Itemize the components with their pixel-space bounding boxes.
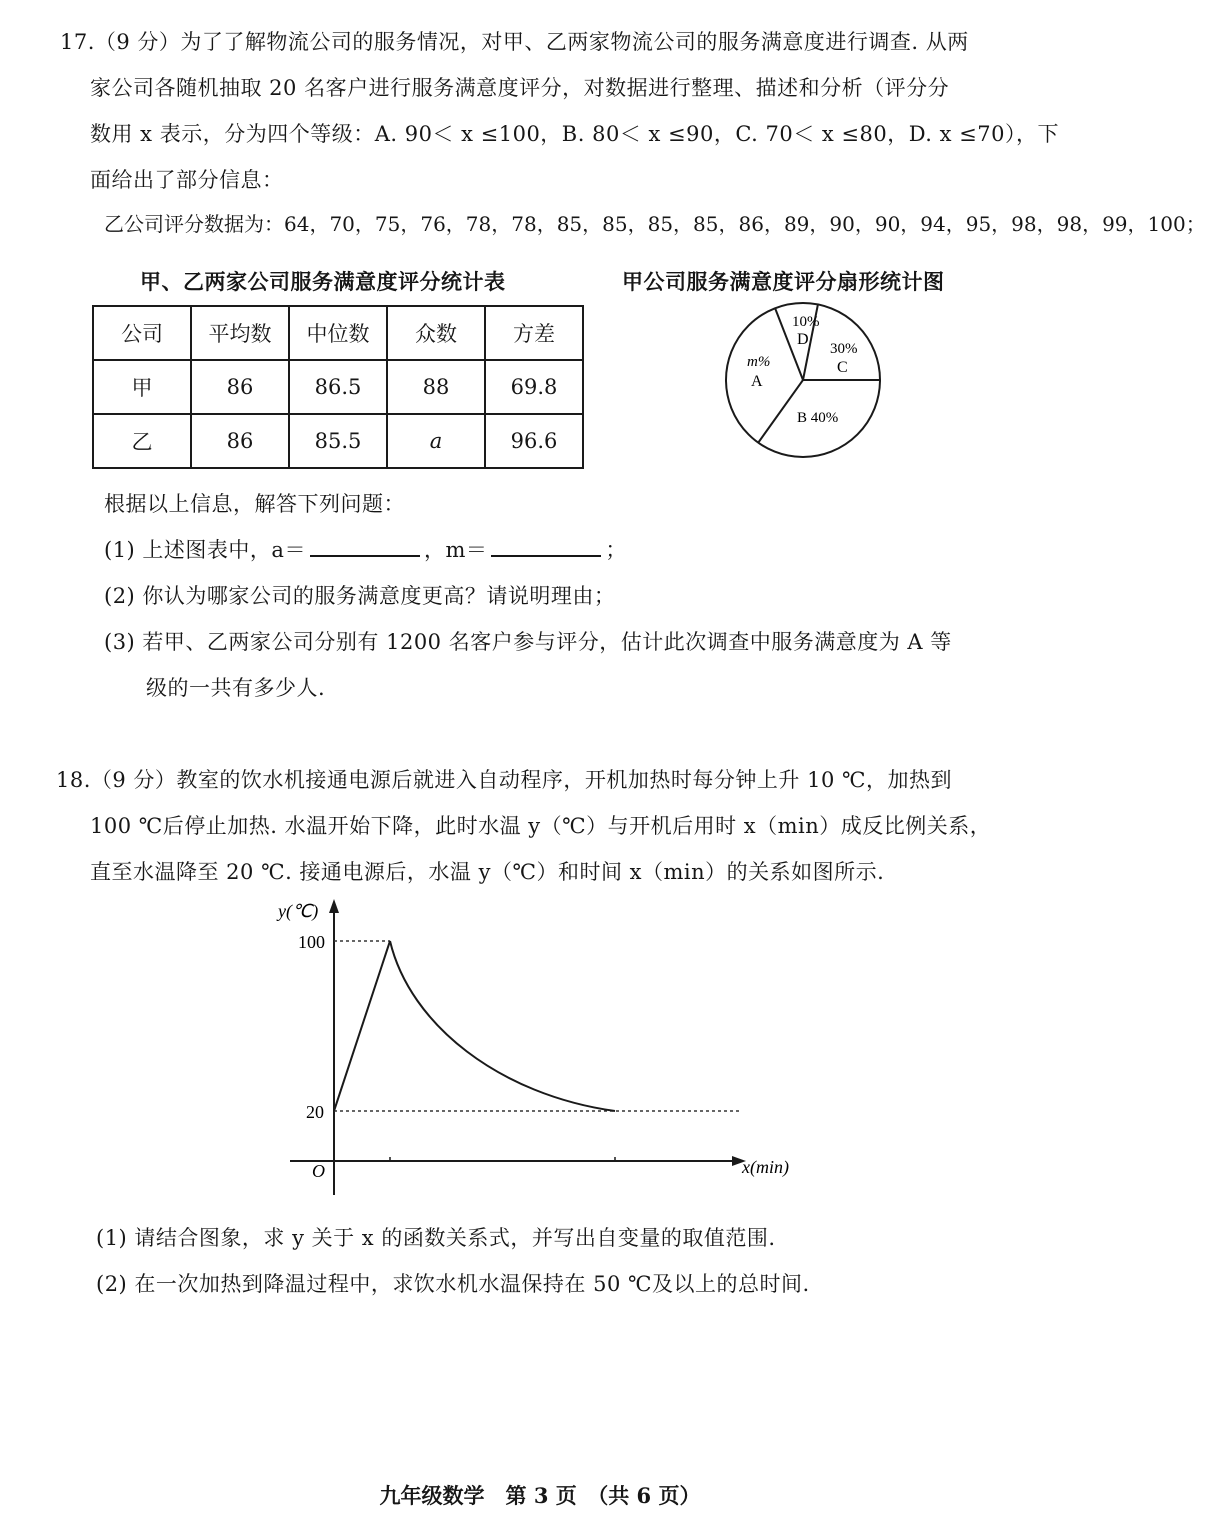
pie-b-label: B 40%: [797, 410, 839, 426]
q17-line-2: 家公司各随机抽取 20 名客户进行服务满意度评分，对数据进行整理、描述和分析（评分分: [90, 76, 950, 100]
tick-label-100: 100: [298, 932, 325, 952]
q17-part-1-end: ；: [605, 538, 627, 562]
cell-mode: 88: [387, 360, 485, 414]
page-footer: 九年级数学 第 3 页 （共 6 页）: [379, 1483, 701, 1508]
q18-part-2: (2) 在一次加热到降温过程中，求饮水机水温保持在 50 ℃及以上的总时间.: [96, 1272, 810, 1296]
cell-variance: 69.8: [485, 360, 583, 414]
temperature-graph: [270, 895, 810, 1205]
table-row: [93, 414, 583, 468]
q18-line-3: 直至水温降至 20 ℃. 接通电源后，水温 y（℃）和时间 x（min）的关系如图所示.: [90, 860, 885, 884]
y-axis-label: y(℃): [278, 901, 319, 921]
pie-c-label: C: [837, 359, 848, 376]
cell-company: 乙: [93, 414, 191, 468]
answer-blank-m[interactable]: [491, 537, 601, 557]
q17-part-1-mid: ，m＝: [423, 538, 488, 562]
table-row: [93, 360, 583, 414]
cell-mean: 86: [191, 414, 289, 468]
q18-line-2: 100 ℃后停止加热. 水温开始下降，此时水温 y（℃）与开机后用时 x（min）成反比例关系，: [90, 814, 992, 838]
header-median: 中位数: [289, 306, 387, 360]
pie-d-pct: 10%: [792, 314, 820, 330]
q18-part-1: (1) 请结合图象，求 y 关于 x 的函数关系式，并写出自变量的取值范围.: [96, 1226, 776, 1250]
pie-chart: [720, 300, 890, 470]
pie-title: 甲公司服务满意度评分扇形统计图: [622, 269, 945, 294]
tick-label-20: 20: [306, 1102, 324, 1122]
cell-mean: 86: [191, 360, 289, 414]
pie-c-pct: 30%: [830, 341, 858, 357]
pie-d-label: D: [797, 331, 809, 348]
q17-line-3: 数用 x 表示，分为四个等级：A. 90＜ x ≤100，B. 80＜ x ≤90，C. 70＜ x ≤80，D. x ≤70），下: [90, 122, 1059, 146]
cell-median: 85.5: [289, 414, 387, 468]
q18-line-1: 18.（9 分）教室的饮水机接通电源后就进入自动程序，开机加热时每分钟上升 10 ℃，加热到: [56, 768, 952, 792]
header-mode: 众数: [387, 306, 485, 360]
pie-a-label: A: [751, 373, 763, 390]
pie-a-pct: m%: [747, 354, 771, 370]
cooling-curve: [390, 941, 615, 1111]
q17-line-1: 17.（9 分）为了了解物流公司的服务情况，对甲、乙两家物流公司的服务满意度进行调查. 从两: [60, 30, 969, 54]
y-axis-arrow-icon: [329, 899, 339, 913]
table-title: 甲、乙两家公司服务满意度评分统计表: [140, 269, 506, 294]
table-header-row: [93, 306, 583, 360]
q17-part-1: [104, 534, 627, 564]
cell-variance: 96.6: [485, 414, 583, 468]
q17-part-1-prefix: (1) 上述图表中，a＝: [104, 538, 306, 562]
cell-company: 甲: [93, 360, 191, 414]
q17-intro: 根据以上信息，解答下列问题：: [104, 492, 405, 516]
header-company: 公司: [93, 306, 191, 360]
cell-mode: a: [387, 414, 485, 468]
stats-table: [92, 305, 584, 469]
header-mean: 平均数: [191, 306, 289, 360]
q17-part-3-line-2: 级的一共有多少人.: [146, 676, 326, 700]
yi-score-data: 乙公司评分数据为：64，70，75，76，78，78，85，85，85，85，86，89，90，90，94，95，98，98，99，100；: [104, 212, 1206, 236]
cell-median: 86.5: [289, 360, 387, 414]
q17-part-3-line-1: (3) 若甲、乙两家公司分别有 1200 名客户参与评分，估计此次调查中服务满意度为 A 等: [104, 630, 952, 654]
origin-label: O: [312, 1161, 325, 1181]
answer-blank-a[interactable]: [310, 537, 420, 557]
q17-line-4: 面给出了部分信息：: [90, 168, 284, 192]
x-axis-label: x(min): [742, 1157, 789, 1177]
heating-line: [334, 941, 390, 1111]
header-variance: 方差: [485, 306, 583, 360]
q17-part-2: (2) 你认为哪家公司的服务满意度更高？请说明理由；: [104, 584, 616, 608]
